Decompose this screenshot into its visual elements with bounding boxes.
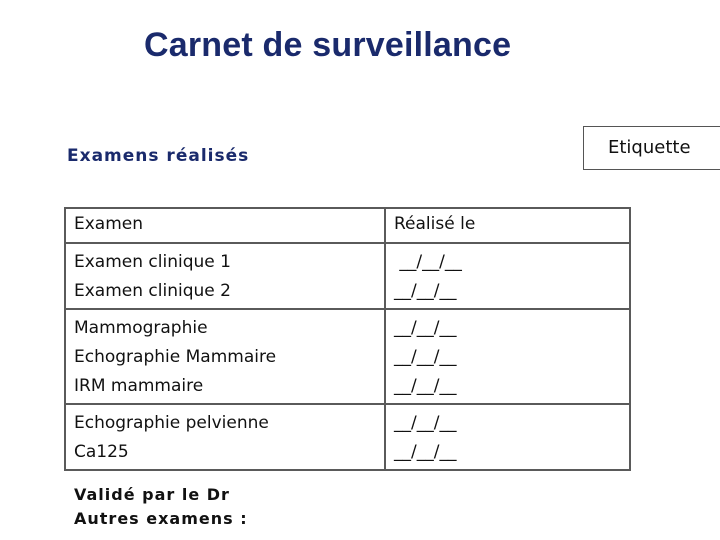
date-cell	[385, 243, 630, 309]
label-box-text: Etiquette	[608, 137, 691, 158]
section-title: Examens réalisés	[67, 146, 250, 166]
exam-name: Ca125	[74, 442, 129, 462]
exam-name: Echographie pelvienne	[74, 413, 269, 433]
exam-name: IRM mammaire	[74, 376, 204, 396]
table-row	[65, 309, 630, 404]
label-box	[583, 126, 720, 170]
exam-date: __/__/__	[394, 442, 457, 462]
exam-name: Echographie Mammaire	[74, 347, 277, 367]
exam-cell	[65, 243, 385, 309]
exam-date: __/__/__	[394, 318, 457, 338]
table-row	[65, 404, 630, 470]
exams-table	[64, 207, 631, 471]
table-header-row	[65, 208, 630, 243]
date-cell	[385, 404, 630, 470]
header-date: Réalisé le	[385, 208, 630, 243]
exam-cell	[65, 404, 385, 470]
date-cell	[385, 309, 630, 404]
exam-name: Examen clinique 2	[74, 281, 231, 301]
exam-date: __/__/__	[394, 413, 457, 433]
exam-date: __/__/__	[394, 376, 457, 396]
exam-name: Mammographie	[74, 318, 208, 338]
exam-date: __/__/__	[394, 252, 462, 272]
table-row	[65, 243, 630, 309]
exam-date: __/__/__	[394, 281, 457, 301]
validated-by-text: Validé par le Dr	[74, 485, 230, 504]
exam-date: __/__/__	[394, 347, 457, 367]
footer	[74, 483, 248, 531]
other-exams-text: Autres examens :	[74, 509, 248, 528]
header-exam: Examen	[65, 208, 385, 243]
exam-cell	[65, 309, 385, 404]
page-title: Carnet de surveillance	[144, 26, 512, 64]
exam-name: Examen clinique 1	[74, 252, 231, 272]
